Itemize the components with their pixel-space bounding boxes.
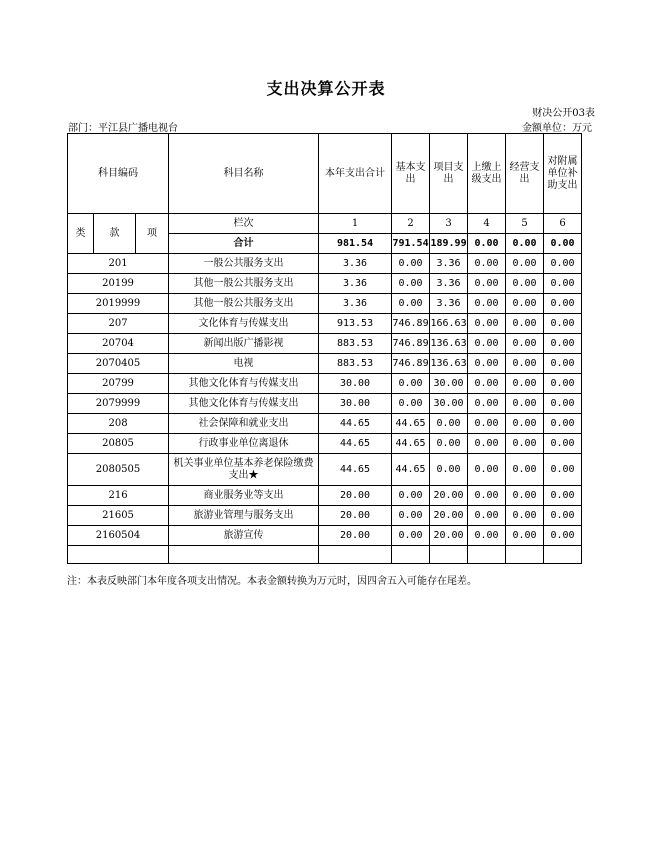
row-subsidy: 0.00: [544, 334, 582, 354]
unit-label: 金额单位：万元: [522, 123, 592, 134]
header-business: 经营支出: [506, 134, 544, 214]
header-project: 项目支出: [430, 134, 468, 214]
row-business: 0.00: [506, 314, 544, 334]
department-label: 部门：平江县广播电视台: [68, 123, 178, 134]
table-row: [68, 314, 582, 334]
header-row: [68, 134, 582, 214]
table-row: [68, 274, 582, 294]
row-upper: 0.00: [468, 506, 506, 526]
row-subsidy: 0.00: [544, 454, 582, 486]
row-subject-name: 其他文化体育与传媒支出: [169, 374, 319, 394]
row-total: 3.36: [319, 294, 392, 314]
row-subsidy: 0.00: [544, 294, 582, 314]
header-subsidy: 对附属单位补助支出: [544, 134, 582, 214]
row-business: 0.00: [506, 434, 544, 454]
row-subsidy: 0.00: [544, 486, 582, 506]
row-subject-code: 207: [68, 314, 169, 334]
row-upper: 0.00: [468, 294, 506, 314]
row-upper: 0.00: [468, 254, 506, 274]
row-total: 20.00: [319, 506, 392, 526]
empty-cell: [506, 546, 544, 564]
row-total: 3.36: [319, 254, 392, 274]
row-basic: 0.00: [392, 294, 430, 314]
row-project: 20.00: [430, 486, 468, 506]
row-upper: 0.00: [468, 414, 506, 434]
row-basic: 44.65: [392, 414, 430, 434]
row-upper: 0.00: [468, 394, 506, 414]
row-subsidy: 0.00: [544, 354, 582, 374]
total-basic: 791.54: [392, 234, 430, 254]
row-project: 3.36: [430, 294, 468, 314]
row-business: 0.00: [506, 334, 544, 354]
table-row: [68, 526, 582, 546]
table-row: [68, 434, 582, 454]
table-row: [68, 334, 582, 354]
row-basic: 0.00: [392, 274, 430, 294]
row-project: 30.00: [430, 374, 468, 394]
row-basic: 746.89: [392, 334, 430, 354]
row-project: 166.63: [430, 314, 468, 334]
row-subsidy: 0.00: [544, 434, 582, 454]
row-subject-name: 一般公共服务支出: [169, 254, 319, 274]
total-upper: 0.00: [468, 234, 506, 254]
form-code: 财决公开03表: [532, 108, 595, 119]
header-total: 本年支出合计: [319, 134, 392, 214]
row-project: 20.00: [430, 506, 468, 526]
total-project: 189.99: [430, 234, 468, 254]
row-subsidy: 0.00: [544, 414, 582, 434]
row-subject-code: 201: [68, 254, 169, 274]
header-basic: 基本支出: [392, 134, 430, 214]
empty-row: [68, 546, 582, 564]
row-upper: 0.00: [468, 334, 506, 354]
row-total: 3.36: [319, 274, 392, 294]
row-subject-name: 电视: [169, 354, 319, 374]
total-label: 合计: [169, 234, 319, 254]
row-business: 0.00: [506, 394, 544, 414]
row-upper: 0.00: [468, 354, 506, 374]
row-total: 20.00: [319, 526, 392, 546]
header-kuan: 款: [94, 214, 136, 254]
row-subject-code: 21605: [68, 506, 169, 526]
row-subject-code: 216: [68, 486, 169, 506]
page-title: 支出决算公开表: [266, 79, 386, 98]
header-subject-name: 科目名称: [169, 134, 319, 214]
row-business: 0.00: [506, 506, 544, 526]
row-basic: 746.89: [392, 354, 430, 374]
empty-cell: [68, 546, 169, 564]
expenditure-table: [67, 133, 582, 564]
row-project: 30.00: [430, 394, 468, 414]
col-index-6: 6: [544, 214, 582, 234]
table-row: [68, 354, 582, 374]
table-row: [68, 486, 582, 506]
row-subsidy: 0.00: [544, 374, 582, 394]
column-index-row: [68, 214, 582, 234]
row-upper: 0.00: [468, 314, 506, 334]
row-subject-code: 20805: [68, 434, 169, 454]
table-row: [68, 414, 582, 434]
row-subsidy: 0.00: [544, 274, 582, 294]
row-business: 0.00: [506, 354, 544, 374]
row-subject-name: 文化体育与传媒支出: [169, 314, 319, 334]
row-subject-code: 20704: [68, 334, 169, 354]
table-row: [68, 254, 582, 274]
row-project: 0.00: [430, 414, 468, 434]
row-upper: 0.00: [468, 434, 506, 454]
header-upper: 上缴上级支出: [468, 134, 506, 214]
empty-cell: [468, 546, 506, 564]
row-subject-code: 2019999: [68, 294, 169, 314]
row-subject-code: 20199: [68, 274, 169, 294]
row-basic: 0.00: [392, 374, 430, 394]
row-business: 0.00: [506, 454, 544, 486]
row-project: 0.00: [430, 454, 468, 486]
row-basic: 0.00: [392, 254, 430, 274]
row-project: 20.00: [430, 526, 468, 546]
row-business: 0.00: [506, 274, 544, 294]
row-project: 136.63: [430, 334, 468, 354]
row-subject-code: 208: [68, 414, 169, 434]
col-index-3: 3: [430, 214, 468, 234]
row-total: 883.53: [319, 354, 392, 374]
header-lanci: 栏次: [169, 214, 319, 234]
row-upper: 0.00: [468, 274, 506, 294]
row-upper: 0.00: [468, 374, 506, 394]
col-index-2: 2: [392, 214, 430, 234]
row-upper: 0.00: [468, 454, 506, 486]
row-basic: 44.65: [392, 434, 430, 454]
empty-cell: [430, 546, 468, 564]
row-total: 913.53: [319, 314, 392, 334]
row-subject-name: 商业服务业等支出: [169, 486, 319, 506]
row-subject-name: 行政事业单位离退休: [169, 434, 319, 454]
row-subsidy: 0.00: [544, 314, 582, 334]
row-basic: 0.00: [392, 526, 430, 546]
row-total: 30.00: [319, 374, 392, 394]
row-subject-code: 2080505: [68, 454, 169, 486]
row-subject-name: 其他一般公共服务支出: [169, 274, 319, 294]
table-row: [68, 374, 582, 394]
row-project: 0.00: [430, 434, 468, 454]
empty-cell: [544, 546, 582, 564]
row-business: 0.00: [506, 486, 544, 506]
row-subject-name: 机关事业单位基本养老保险缴费支出★: [169, 454, 319, 486]
row-total: 44.65: [319, 454, 392, 486]
table-row: [68, 394, 582, 414]
col-index-4: 4: [468, 214, 506, 234]
row-business: 0.00: [506, 294, 544, 314]
header-lei: 类: [68, 214, 94, 254]
row-subject-code: 2079999: [68, 394, 169, 414]
row-project: 136.63: [430, 354, 468, 374]
header-xiang: 项: [136, 214, 169, 254]
row-total: 44.65: [319, 414, 392, 434]
col-index-5: 5: [506, 214, 544, 234]
row-total: 20.00: [319, 486, 392, 506]
row-subject-name: 旅游宣传: [169, 526, 319, 546]
table-row: [68, 506, 582, 526]
header-subject-code: 科目编码: [68, 134, 169, 214]
row-business: 0.00: [506, 374, 544, 394]
row-subsidy: 0.00: [544, 394, 582, 414]
empty-cell: [169, 546, 319, 564]
row-subject-name: 其他文化体育与传媒支出: [169, 394, 319, 414]
row-project: 3.36: [430, 254, 468, 274]
row-subsidy: 0.00: [544, 254, 582, 274]
row-subject-code: 2070405: [68, 354, 169, 374]
row-subsidy: 0.00: [544, 526, 582, 546]
empty-cell: [319, 546, 392, 564]
row-subsidy: 0.00: [544, 506, 582, 526]
row-subject-code: 2160504: [68, 526, 169, 546]
row-total: 30.00: [319, 394, 392, 414]
row-subject-name: 新闻出版广播影视: [169, 334, 319, 354]
row-basic: 0.00: [392, 394, 430, 414]
row-project: 3.36: [430, 274, 468, 294]
row-total: 44.65: [319, 434, 392, 454]
total-business: 0.00: [506, 234, 544, 254]
row-basic: 0.00: [392, 486, 430, 506]
row-upper: 0.00: [468, 486, 506, 506]
empty-cell: [392, 546, 430, 564]
total-subsidy: 0.00: [544, 234, 582, 254]
row-business: 0.00: [506, 526, 544, 546]
col-index-1: 1: [319, 214, 392, 234]
row-subject-name: 其他一般公共服务支出: [169, 294, 319, 314]
row-business: 0.00: [506, 254, 544, 274]
table-row: [68, 454, 582, 486]
table-row: [68, 294, 582, 314]
row-basic: 0.00: [392, 506, 430, 526]
row-business: 0.00: [506, 414, 544, 434]
row-subject-name: 社会保障和就业支出: [169, 414, 319, 434]
row-upper: 0.00: [468, 526, 506, 546]
row-subject-name: 旅游业管理与服务支出: [169, 506, 319, 526]
total-total: 981.54: [319, 234, 392, 254]
footnote: 注：本表反映部门本年度各项支出情况。本表金额转换为万元时，因四舍五入可能存在尾差。: [67, 576, 477, 587]
row-basic: 746.89: [392, 314, 430, 334]
row-basic: 44.65: [392, 454, 430, 486]
row-total: 883.53: [319, 334, 392, 354]
row-subject-code: 20799: [68, 374, 169, 394]
